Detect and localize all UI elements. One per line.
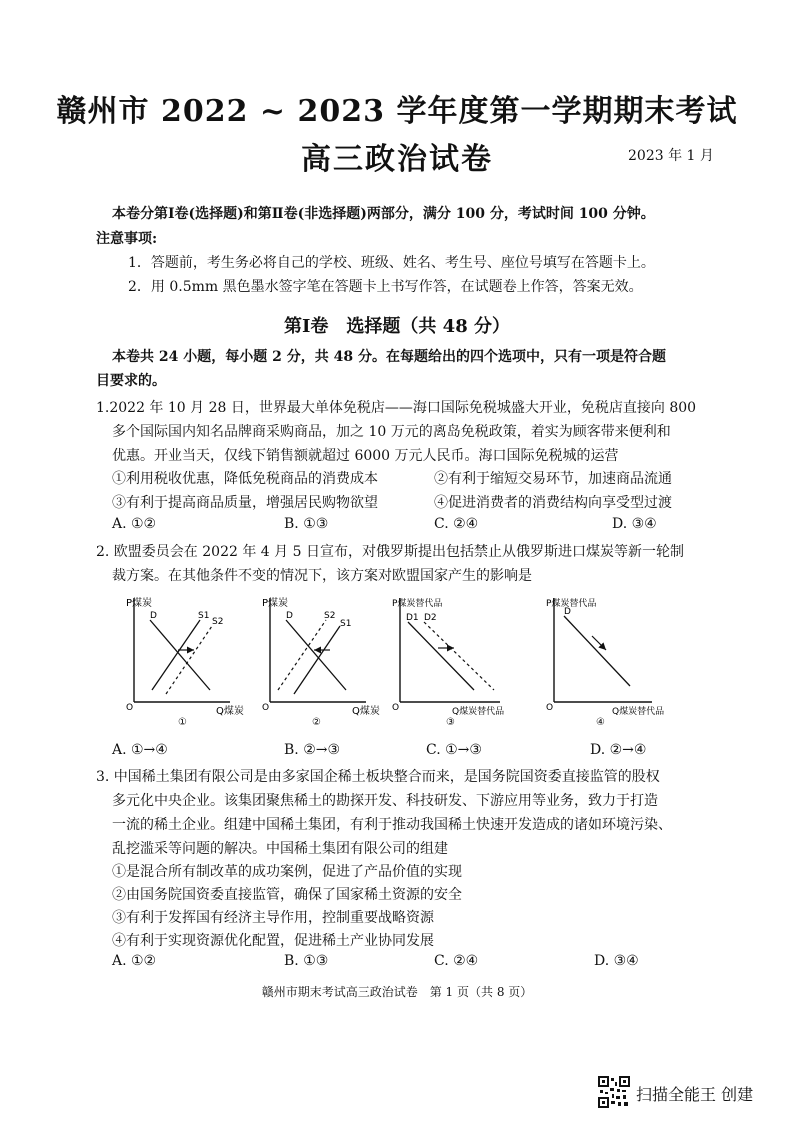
- exam-title-line1: 赣州市 2022 ~ 2023 学年度第一学期期末考试: [56, 94, 738, 129]
- q1-option-d[interactable]: D. ③④: [612, 516, 657, 532]
- q2-option-d[interactable]: D. ②→④: [590, 742, 647, 758]
- graph-4-y-label: P煤炭替代品: [546, 599, 597, 609]
- exam-title-line2: 高三政治试卷: [301, 142, 493, 177]
- q3-item: ③有利于发挥国有经济主导作用，控制重要战略资源: [112, 910, 434, 926]
- graph-4-x-label: Q煤炭替代品: [612, 707, 665, 717]
- q3-item: ④有利于实现资源优化配置，促进稀土产业协同发展: [112, 933, 434, 949]
- graph-1-y-label: P煤炭: [126, 598, 153, 609]
- graph-1-origin: O: [126, 703, 134, 713]
- graph-1-s1-label: S1: [198, 611, 210, 621]
- graph-3-d1-line: [408, 622, 474, 690]
- q3-stem-line: 3. 中国稀土集团有限公司是由多家国企稀土板块整合而来，是国务院国资委直接监管的股权: [96, 769, 660, 785]
- graph-2-d-label: D: [286, 611, 293, 621]
- graph-2-origin: O: [262, 703, 270, 713]
- graph-4-d-label: D: [564, 607, 571, 617]
- graph-2-s2-label: S2: [324, 611, 336, 621]
- graph-3-d1-label: D1: [406, 613, 419, 623]
- graph-2-s1-line: [294, 626, 340, 694]
- graph-1-s2-label: S2: [212, 617, 224, 627]
- notice-item: 1．答题前，考生务必将自己的学校、班级、姓名、考生号、座位号填写在答题卡上。: [128, 255, 655, 271]
- qr-code-icon: [598, 1076, 630, 1108]
- q2-stem-line: 裁方案。在其他条件不变的情况下，该方案对欧盟国家产生的影响是: [112, 568, 532, 584]
- graph-2-s2-line: [278, 620, 326, 690]
- q3-option-c[interactable]: C. ②④: [434, 953, 479, 969]
- graph-4-demand-line: [564, 616, 630, 686]
- q1-stem-line: 多个国际国内知名品牌商采购商品，加之 10 万元的离岛免税政策，着实为顾客带来便利和: [112, 424, 671, 440]
- section-description-cont: 目要求的。: [96, 373, 166, 389]
- q3-item: ①是混合所有制改革的成功案例，促进了产品价值的实现: [112, 864, 462, 880]
- graph-3-y-label: P煤炭替代品: [392, 599, 443, 609]
- graph-2-x-label: Q煤炭: [352, 706, 380, 717]
- q1-stem-line: 优惠。开业当天，仅线下销售额就超过 6000 万元人民币。海口国际免税城的运营: [112, 448, 619, 464]
- page-footer: 赣州市期末考试高三政治试卷 第 1 页（共 8 页）: [261, 985, 533, 999]
- graph-3-number: ③: [446, 717, 455, 728]
- section-description: 本卷共 24 小题，每小题 2 分，共 48 分。在每题给出的四个选项中，只有一项是符合题: [112, 349, 666, 365]
- q1-stem-line: 1.2022 年 10 月 28 日，世界最大单体免税店——海口国际免税城盛大开业，免税店直接向 800: [96, 400, 697, 416]
- notice-title: 注意事项:: [96, 231, 158, 247]
- graph-2-y-label: P煤炭: [262, 598, 289, 609]
- q3-option-b[interactable]: B. ①③: [284, 953, 329, 969]
- graph-2: [262, 596, 380, 728]
- graph-2-s1-label: S1: [340, 619, 352, 629]
- exam-intro: 本卷分第Ⅰ卷(选择题)和第Ⅱ卷(非选择题)两部分，满分 100 分，考试时间 100 分钟。: [112, 206, 655, 222]
- q3-stem-line: 一流的稀土企业。组建中国稀土集团，有利于推动我国稀土快速开发造成的诸如环境污染、: [112, 817, 672, 833]
- graph-3-origin: O: [392, 703, 400, 713]
- q1-item: ③有利于提高商品质量，增强居民购物欲望: [112, 495, 378, 511]
- graph-1-x-label: Q煤炭: [216, 706, 244, 717]
- q3-item: ②由国务院国资委直接监管，确保了国家稀土资源的安全: [112, 887, 462, 903]
- exam-date: 2023 年 1 月: [628, 148, 714, 164]
- q2-option-c[interactable]: C. ①→③: [426, 742, 482, 758]
- q2-graphs: [112, 590, 712, 730]
- q2-stem-line: 2. 欧盟委员会在 2022 年 4 月 5 日宣布，对俄罗斯提出包括禁止从俄罗斯进口煤炭等新一轮制: [96, 544, 684, 560]
- scanner-watermark: 扫描全能王 创建: [636, 1085, 754, 1104]
- graph-3-x-label: Q煤炭替代品: [452, 707, 505, 717]
- q1-option-b[interactable]: B. ①③: [284, 516, 329, 532]
- graph-1-number: ①: [178, 717, 187, 728]
- q2-option-a[interactable]: A. ①→④: [112, 742, 168, 758]
- q1-item: ①利用税收优惠，降低免税商品的消费成本: [112, 471, 378, 487]
- graph-4: [546, 597, 664, 728]
- graph-1: [126, 596, 244, 728]
- q3-stem-line: 乱挖滥采等问题的解决。中国稀土集团有限公司的组建: [112, 841, 448, 857]
- q3-option-d[interactable]: D. ③④: [594, 953, 639, 969]
- q3-option-a[interactable]: A. ①②: [112, 953, 157, 969]
- q2-option-b[interactable]: B. ②→③: [284, 742, 341, 758]
- q1-item: ②有利于缩短交易环节，加速商品流通: [434, 471, 672, 487]
- section-title: 第Ⅰ卷 选择题（共 48 分）: [283, 316, 510, 337]
- graph-3-d2-line: [424, 622, 494, 690]
- graph-4-number: ④: [596, 717, 605, 728]
- q1-option-c[interactable]: C. ②④: [434, 516, 479, 532]
- q1-item: ④促进消费者的消费结构向享受型过渡: [434, 495, 672, 511]
- graph-1-d-label: D: [150, 611, 157, 621]
- notice-item: 2．用 0.5mm 黑色墨水签字笔在答题卡上书写作答，在试题卷上作答，答案无效。: [128, 279, 643, 295]
- graph-3-d2-label: D2: [424, 613, 437, 623]
- graph-3: [392, 597, 504, 728]
- q1-option-a[interactable]: A. ①②: [112, 516, 157, 532]
- graph-2-number: ②: [312, 717, 321, 728]
- graph-4-origin: O: [546, 703, 554, 713]
- q3-stem-line: 多元化中央企业。该集团聚焦稀土的勘探开发、科技研发、下游应用等业务，致力于打造: [112, 793, 658, 809]
